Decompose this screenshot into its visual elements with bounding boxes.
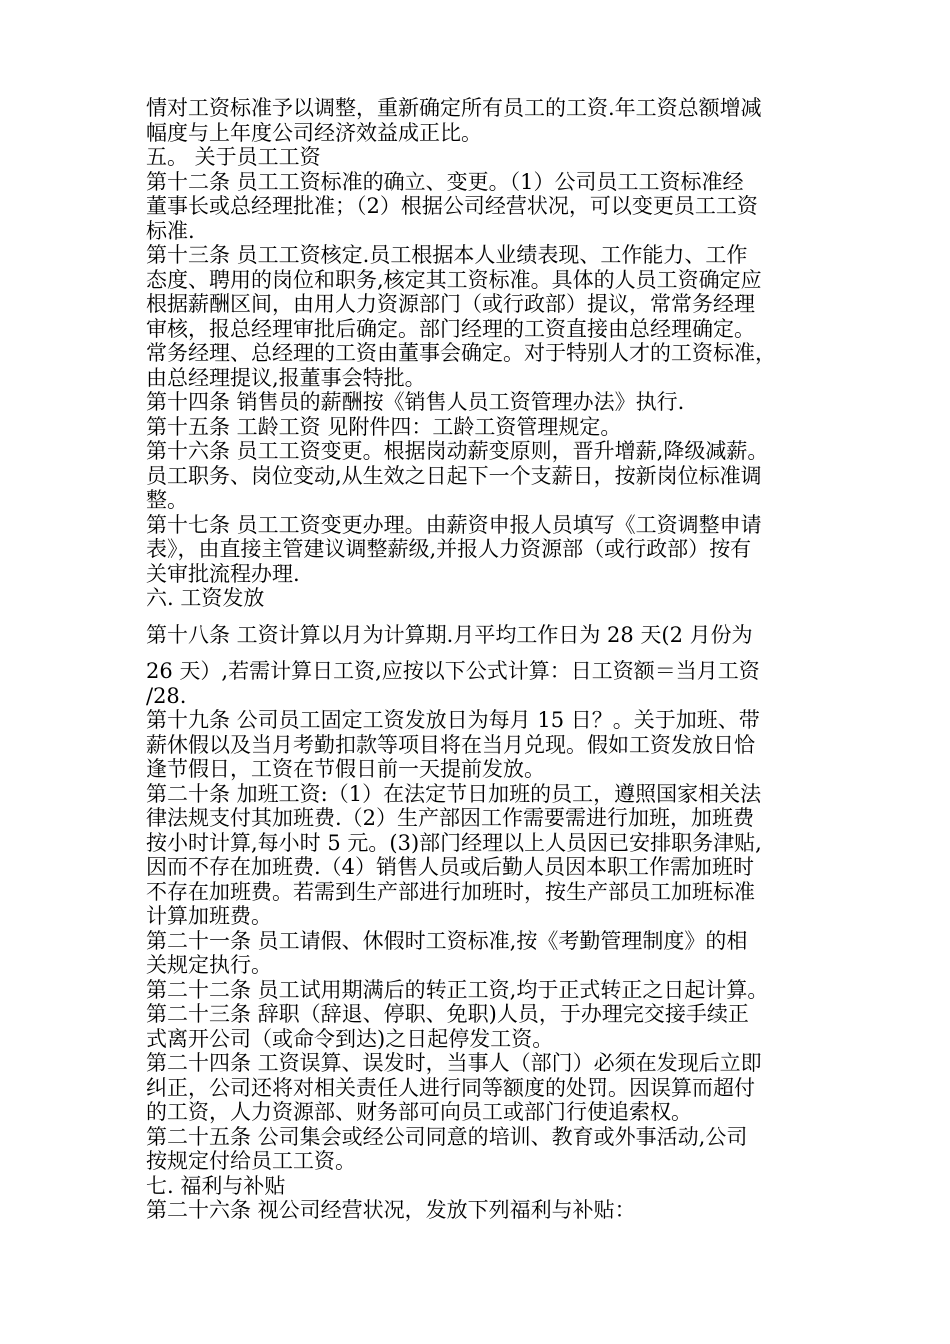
text-line: 表》，由直接主管建议调整薪级,并报人力资源部（或行政部）按有 — [146, 537, 752, 561]
section-heading: 五。 关于员工工资 — [146, 145, 321, 169]
text-line: 不存在加班费。若需到生产部进行加班时，按生产部员工加班标准 — [146, 879, 755, 904]
text-line: 第二十五条 公司集会或经公司同意的培训、教育或外事活动,公司 — [146, 1124, 748, 1149]
text-line: 薪休假以及当月考勤扣款等项目将在当月兑现。假如工资发放日恰 — [146, 732, 755, 757]
text-line: 根据薪酬区间，由用人力资源部门（或行政部）提议，常常务经理 — [146, 292, 755, 316]
text-line: 26 天）,若需计算日工资,应按以下公式计算：日工资额＝当月工资 — [146, 659, 760, 683]
section-heading: 七. 福利与补贴 — [146, 1173, 286, 1198]
text-line: 审核，报总经理审批后确定。部门经理的工资直接由总经理确定。 — [146, 316, 755, 341]
text-line: 第二十二条 员工试用期满后的转正工资,均于正式转正之日起计算。 — [146, 977, 769, 1002]
text-line: 按规定付给员工工资。 — [146, 1149, 356, 1173]
text-line: 第十六条 员工工资变更。根据岗动薪变原则，晋升增薪,降级减薪。 — [146, 439, 769, 463]
text-line: 因而不存在加班费.（4）销售人员或后勤人员因本职工作需加班时 — [146, 855, 755, 879]
text-line: 常务经理、总经理的工资由董事会确定。对于特别人才的工资标准， — [146, 341, 776, 365]
text-line: 第十七条 员工工资变更办理。由薪资申报人员填写《工资调整申请 — [146, 512, 762, 537]
text-line: 第二十四条 工资误算、误发时，当事人（部门）必须在发现后立即 — [146, 1051, 762, 1075]
text-line: 情对工资标准予以调整，重新确定所有员工的工资.年工资总额增减 — [146, 96, 762, 120]
text-line: 第二十条 加班工资:（1）在法定节日加班的员工，遵照国家相关法 — [146, 781, 762, 806]
text-line: /28. — [146, 683, 187, 708]
document-body — [146, 96, 810, 1223]
text-line: 律法规支付其加班费.（2）生产部因工作需要需进行加班，加班费 — [146, 806, 755, 830]
text-line: 董事长或总经理批准；（2）根据公司经营状况，可以变更员工工资 — [146, 194, 758, 218]
text-line: 第十八条 工资计算以月为计算期.月平均工作日为 28 天(2 月份为 — [146, 622, 753, 647]
text-line: 的工资，人力资源部、财务部可向员工或部门行使追索权。 — [146, 1100, 692, 1124]
text-line: 关规定执行。 — [146, 953, 272, 977]
text-line: 第二十三条 辞职（辞退、停职、免职)人员，于办理完交接手续正 — [146, 1002, 749, 1026]
text-line: 按小时计算,每小时 5 元。(3)部门经理以上人员因已安排职务津贴, — [146, 830, 762, 855]
text-line: 关审批流程办理. — [146, 561, 300, 586]
text-line: 由总经理提议,报董事会特批。 — [146, 365, 426, 390]
text-line: 式离开公司（或命令到达)之日起停发工资。 — [146, 1026, 554, 1051]
text-line: 第二十六条 视公司经营状况，发放下列福利与补贴： — [146, 1198, 636, 1222]
text-line: 整。 — [146, 488, 188, 512]
text-line: 逢节假日，工资在节假日前一天提前发放。 — [146, 757, 545, 781]
text-line: 第十四条 销售员的薪酬按《销售人员工资管理办法》执行. — [146, 390, 685, 414]
text-line: 员工职务、岗位变动,从生效之日起下一个支薪日，按新岗位标准调 — [146, 463, 762, 488]
text-line: 标准. — [146, 218, 195, 243]
text-line: 第十三条 员工工资核定.员工根据本人业绩表现、工作能力、工作 — [146, 243, 748, 267]
text-line: 第二十一条 员工请假、休假时工资标准,按《考勤管理制度》的相 — [146, 928, 748, 953]
text-line: 第十五条 工龄工资 见附件四：工龄工资管理规定。 — [146, 414, 622, 439]
text-line: 纠正，公司还将对相关责任人进行同等额度的处罚。因误算而超付 — [146, 1075, 755, 1100]
section-heading: 六. 工资发放 — [146, 586, 265, 610]
text-line: 幅度与上年度公司经济效益成正比。 — [146, 120, 482, 145]
text-line: 计算加班费。 — [146, 904, 272, 928]
text-line: 第十九条 公司员工固定工资发放日为每月 15 日？。关于加班、带 — [146, 708, 760, 732]
text-line: 第十二条 员工工资标准的确立、变更。（1）公司员工工资标准经 — [146, 169, 744, 194]
text-line: 态度、聘用的岗位和职务,核定其工资标准。具体的人员工资确定应 — [146, 267, 762, 292]
